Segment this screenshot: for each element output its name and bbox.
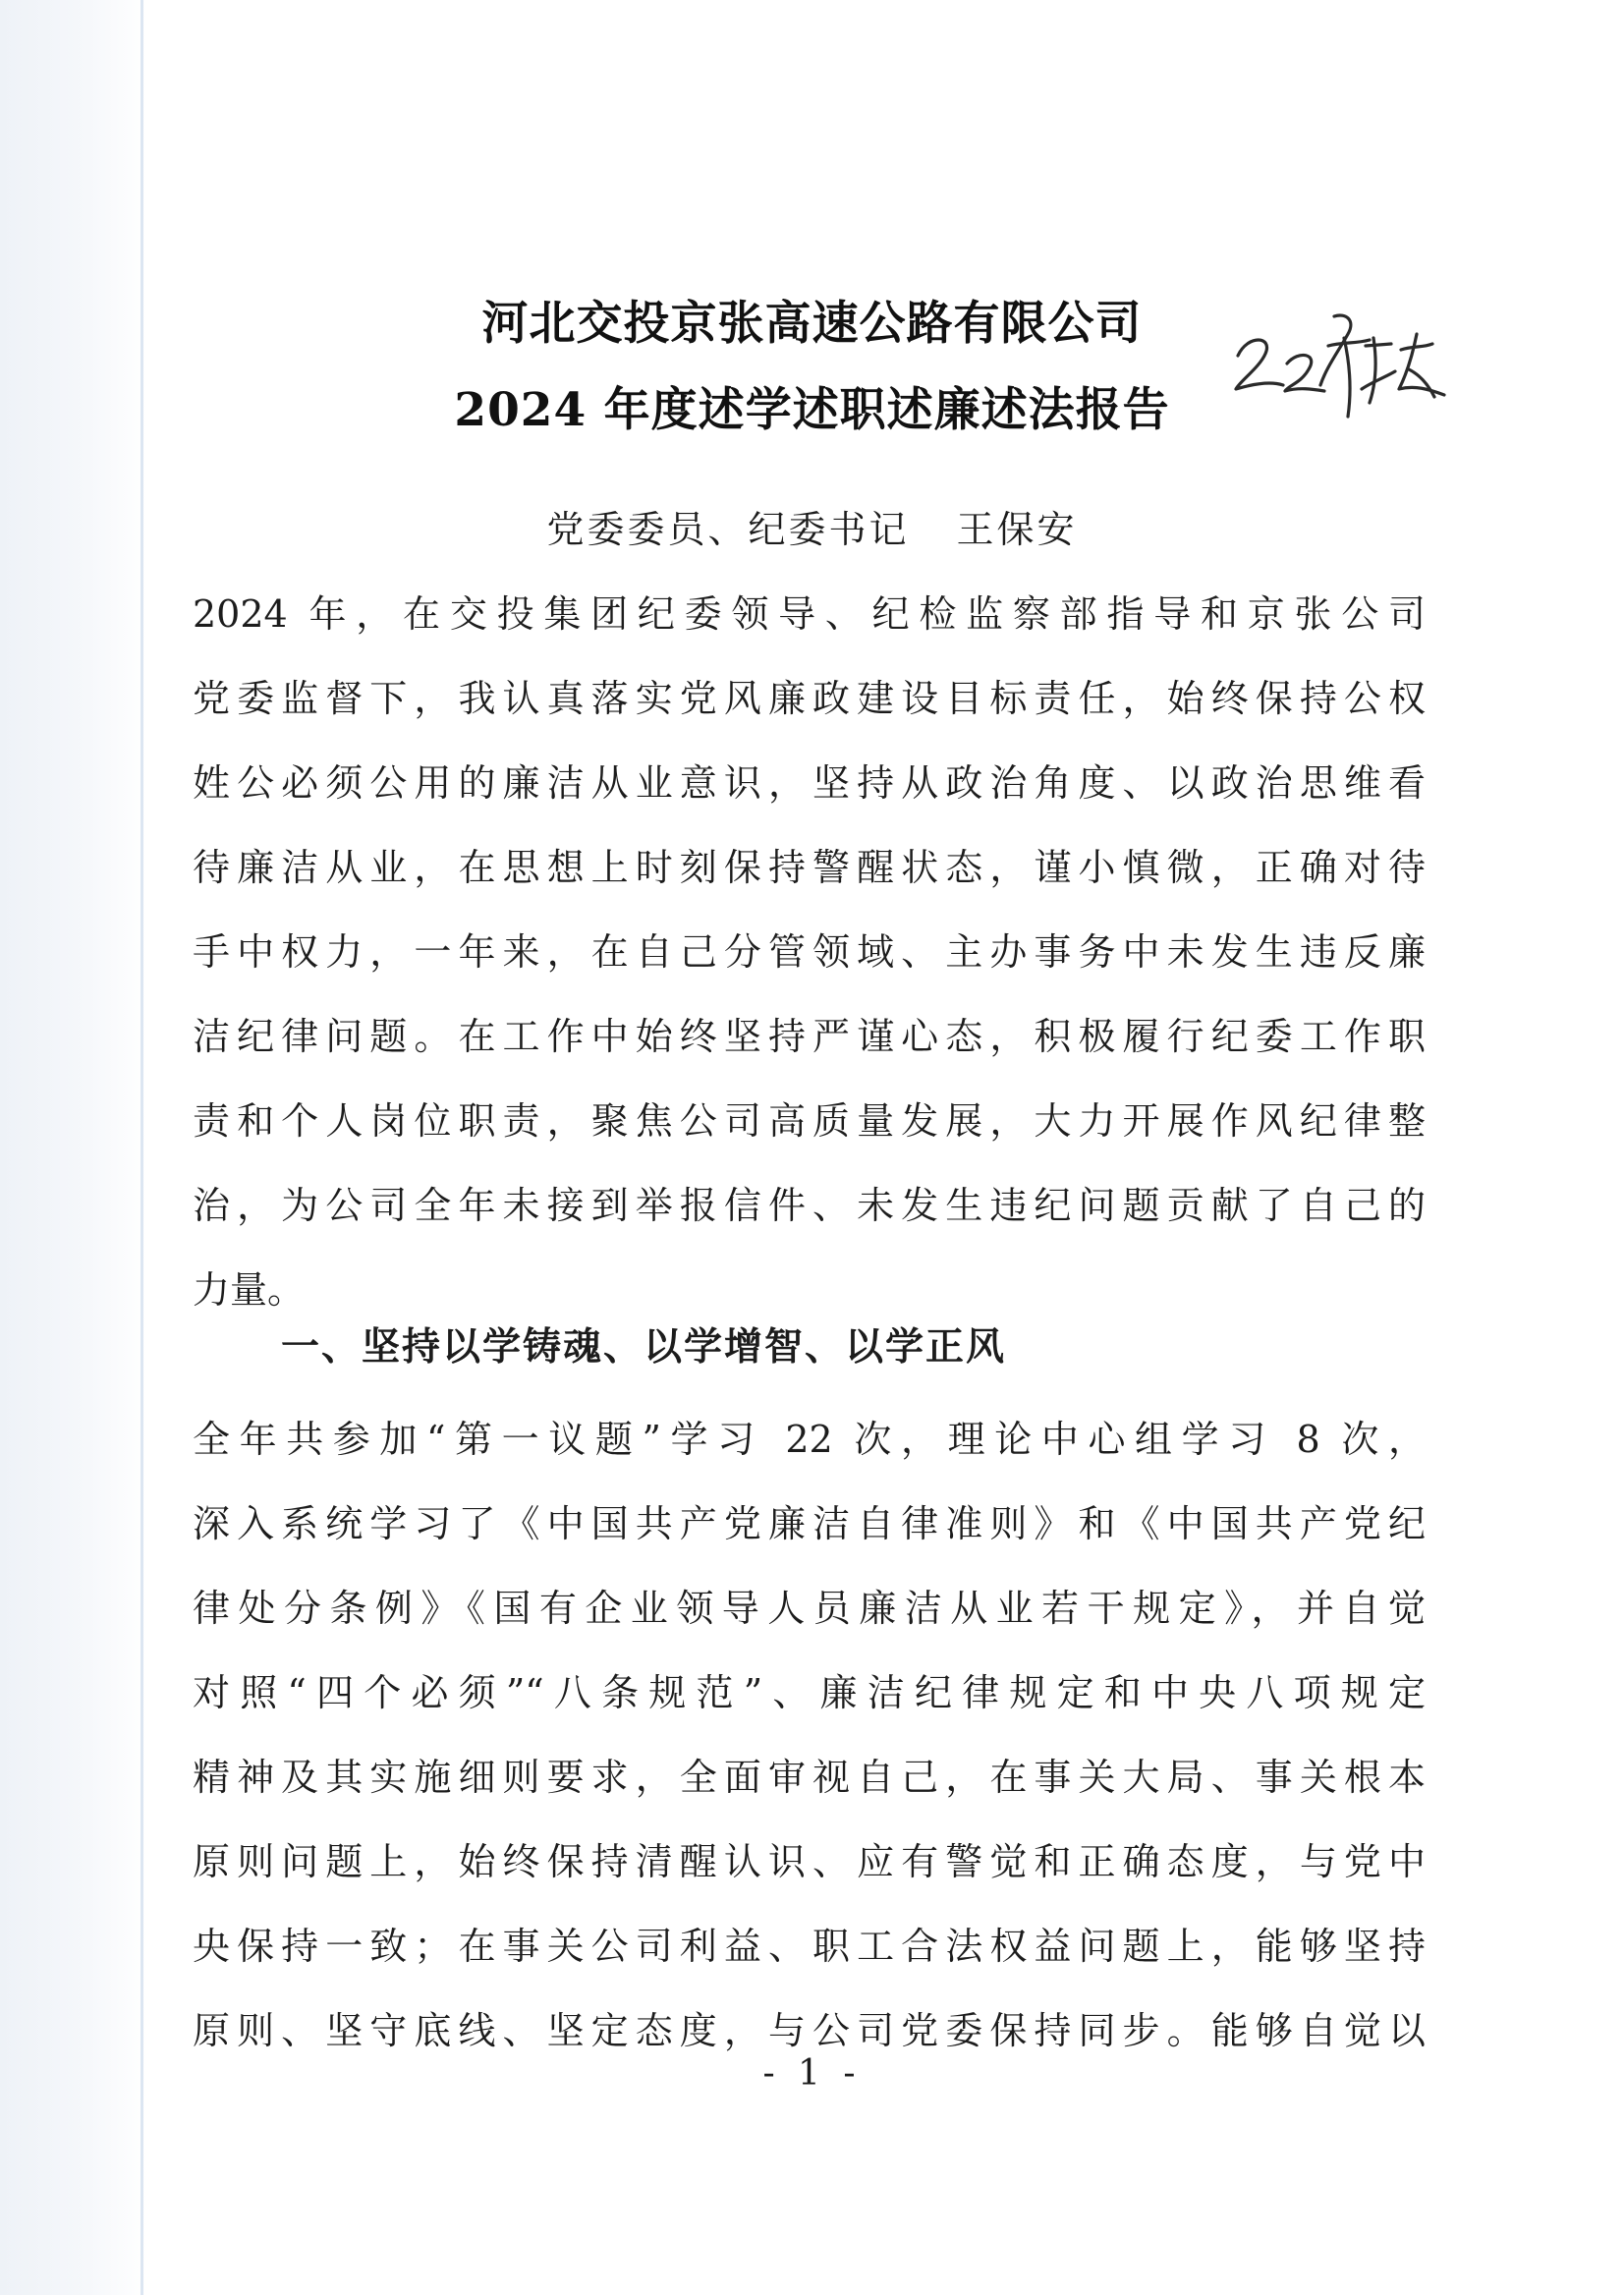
page-number: - 1 - (762, 2053, 862, 2094)
text-line: 党委监督下，我认真落实党风廉政建设目标责任，始终保持公权 (193, 677, 1426, 720)
author-line (0, 499, 1624, 553)
section-paragraph (193, 1397, 1426, 2073)
text-line: 原则、坚守底线、坚定态度，与公司党委保持同步。能够自觉以 (193, 2009, 1426, 2052)
text-line: 全年共参加“第一议题”学习 22 次，理论中心组学习 8 次， (193, 1418, 1426, 1461)
text-line: 洁纪律问题。在工作中始终坚持严谨心态，积极履行纪委工作职 (193, 1015, 1426, 1058)
intro-paragraph (193, 572, 1426, 1332)
text-line: 精神及其实施细则要求，全面审视自己，在事关大局、事关根本 (193, 1756, 1426, 1799)
document-title-line1: 河北交投京张高速公路有限公司 (481, 297, 1143, 351)
text-line: 力量。 (193, 1268, 306, 1312)
text-line: 2024 年，在交投集团纪委领导、纪检监察部指导和京张公司 (193, 592, 1426, 636)
handwritten-signature (1226, 295, 1452, 432)
text-line: 姓公必须公用的廉洁从业意识，坚持从政治角度、以政治思维看 (193, 761, 1426, 805)
section-heading: 一、坚持以学铸魂、以学增智、以学正风 (281, 1325, 1007, 1370)
text-line: 治，为公司全年未接到举报信件、未发生违纪问题贡献了自己的 (193, 1184, 1426, 1227)
text-line: 责和个人岗位职责，聚焦公司高质量发展，大力开展作风纪律整 (193, 1099, 1426, 1143)
text-line: 对照“四个必须”“八条规范”、廉洁纪律规定和中央八项规定 (193, 1671, 1426, 1714)
text-line: 深入系统学习了《中国共产党廉洁自律准则》和《中国共产党纪 (193, 1502, 1426, 1545)
author-name: 王保安 (956, 508, 1078, 551)
document-title-line2: 2024 年度述学述职述廉述法报告 (454, 383, 1170, 437)
text-line: 待廉洁从业，在思想上时刻保持警醒状态，谨小慎微，正确对待 (193, 846, 1426, 889)
text-line: 原则问题上，始终保持清醒认识、应有警觉和正确态度，与党中 (193, 1840, 1426, 1883)
text-line: 手中权力，一年来，在自己分管领域、主办事务中未发生违反廉 (193, 930, 1426, 974)
text-line: 律处分条例》《国有企业领导人员廉洁从业若干规定》，并自觉 (193, 1587, 1426, 1630)
text-line: 央保持一致；在事关公司利益、职工合法权益问题上，能够坚持 (193, 1925, 1426, 1968)
author-role: 党委委员、纪委书记 (546, 508, 910, 551)
